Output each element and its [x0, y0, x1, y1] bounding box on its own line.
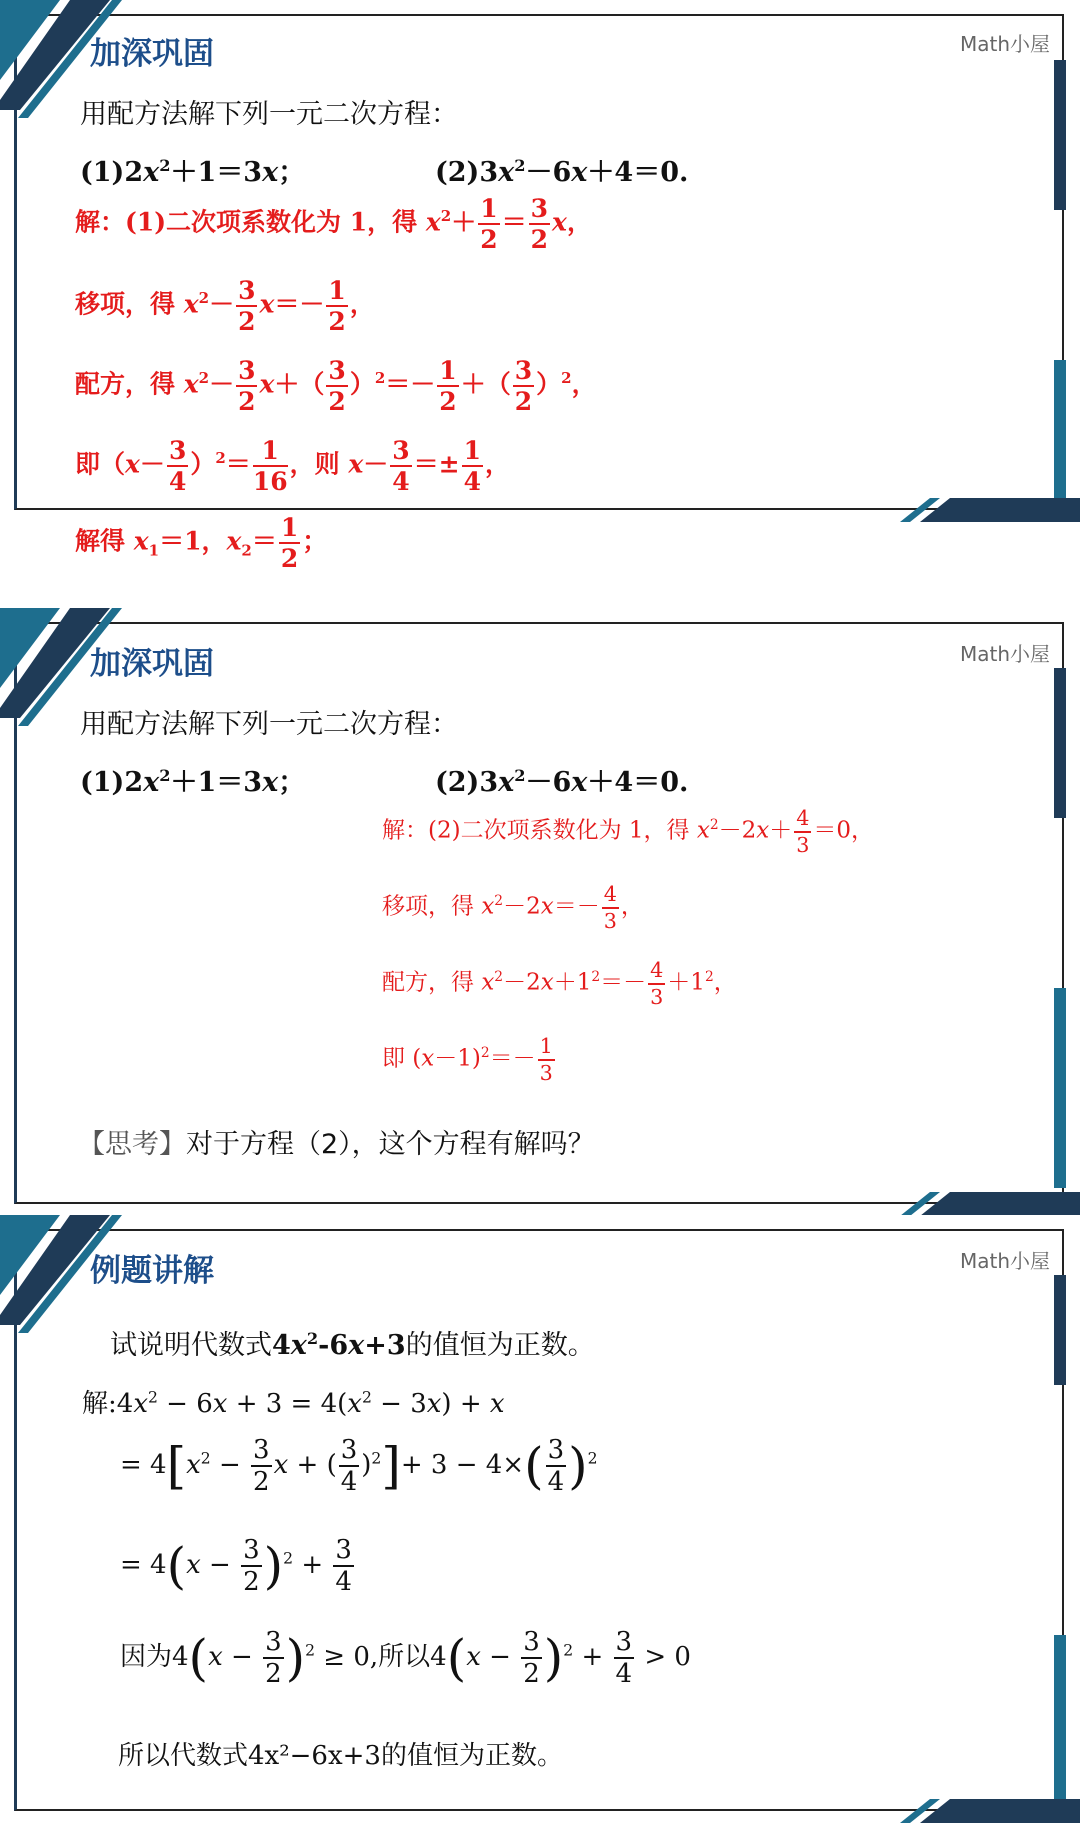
- bottom-stripe-icon: [880, 1799, 1080, 1823]
- problem-intro: 用配方法解下列一元二次方程：: [80, 709, 458, 740]
- problem-2: $(2)3x^2-6x+4=0$.: [435, 156, 689, 188]
- slide-1: [0, 0, 1080, 522]
- problem-2: $(2)3x^2-6x+4=0$.: [435, 766, 689, 798]
- brand-label: Math小屋: [959, 32, 1050, 56]
- solution-step-4: 即（x－ $\frac{3}{4}$ ）$^2$＝ $\frac{1}{16}$ ，则 x－ $\frac{3}{4}$ ＝± $\frac{1}{4}$ ，: [75, 436, 511, 496]
- question: 试说明代数式$4x^2-6x+3$的值恒为正数。: [110, 1329, 595, 1361]
- problem-intro: 用配方法解下列一元二次方程：: [80, 99, 458, 130]
- think-text: 对于方程（2），这个方程有解吗？: [186, 1129, 595, 1160]
- math-line-4: 因为4(x − $\frac{3}{2}$ )$^2$ ≥ 0,所以4(x − $\frac{3}{2}$ )$^2$ + $\frac{3}{4}$ > 0: [120, 1627, 691, 1689]
- solution-step-5: 解得 $x_1=1$，$x_2=$ $\frac{1}{2}$ ；: [75, 513, 328, 573]
- solution-step-1: 解：(2)二次项系数化为 1，得 $x^2-2x+$ $\frac{4}{3}$ ＝0，: [382, 806, 875, 857]
- solution-step-3: 配方，得 $x^2-$ $\frac{3}{2}$ x＋（ $\frac{3}{2}$ ）$^2$＝－ $\frac{1}{2}$ ＋（ $\frac{3}{2}$ ）$^2$，: [75, 356, 597, 416]
- brand-label: Math小屋: [959, 642, 1050, 666]
- solution-step-3: 配方，得 $x^2-2x+1^2=-$ $\frac{4}{3}$ $+1^2$，: [382, 958, 737, 1009]
- slide-title: 例题讲解: [90, 1253, 214, 1289]
- slide-3: [0, 1215, 1080, 1823]
- math-line-3: = 4(x − $\frac{3}{2}$ )$^2$ + $\frac{3}{4}$: [120, 1535, 352, 1597]
- slide-title: 加深巩固: [90, 36, 214, 72]
- side-bar: [1054, 1275, 1066, 1385]
- slide-title: 加深巩固: [90, 646, 214, 682]
- think-prompt: [78, 1122, 595, 1161]
- slide-2: [0, 608, 1080, 1216]
- bottom-stripe-icon: [880, 1192, 1080, 1216]
- problem-1: $(1)2x^2+1=3x$；: [80, 156, 306, 188]
- solution-step-2: 移项，得 $x^2-2x=-$ $\frac{4}{3}$ ，: [382, 882, 644, 933]
- problem-1: $(1)2x^2+1=3x$；: [80, 766, 306, 798]
- math-line-2: = $4[x^2$ − $\frac{3}{2}$ x + ( $\frac{3}{4}$ )$^2$]+ 3 − 4×( $\frac{3}{4}$ )$^2$: [120, 1435, 598, 1497]
- side-bar: [1054, 1635, 1066, 1805]
- side-bar: [1054, 360, 1066, 510]
- side-bar: [1054, 60, 1066, 210]
- math-line-1: 解$:4x^2 - 6x + 3 = 4(x^2 - 3x) + x$: [82, 1388, 505, 1419]
- side-bar: [1054, 988, 1066, 1188]
- bottom-stripe-icon: [880, 498, 1080, 522]
- think-label: 【思考】: [78, 1129, 186, 1160]
- solution-step-1: 解：(1)二次项系数化为 1，得 $x^2+$ $\frac{1}{2}$ ＝ $\frac{3}{2}$ x，: [75, 194, 592, 254]
- brand-label: Math小屋: [959, 1249, 1050, 1273]
- side-bar: [1054, 668, 1066, 818]
- solution-step-2: 移项，得 $x^2-$ $\frac{3}{2}$ x＝－ $\frac{1}{2}$ ，: [75, 276, 375, 336]
- math-line-5: 所以代数式4x²−6x+3的值恒为正数。: [118, 1741, 563, 1771]
- solution-step-4: 即 $(x-1)^2=-$ $\frac{1}{3}$: [382, 1034, 553, 1085]
- slide-frame: [14, 1229, 1064, 1811]
